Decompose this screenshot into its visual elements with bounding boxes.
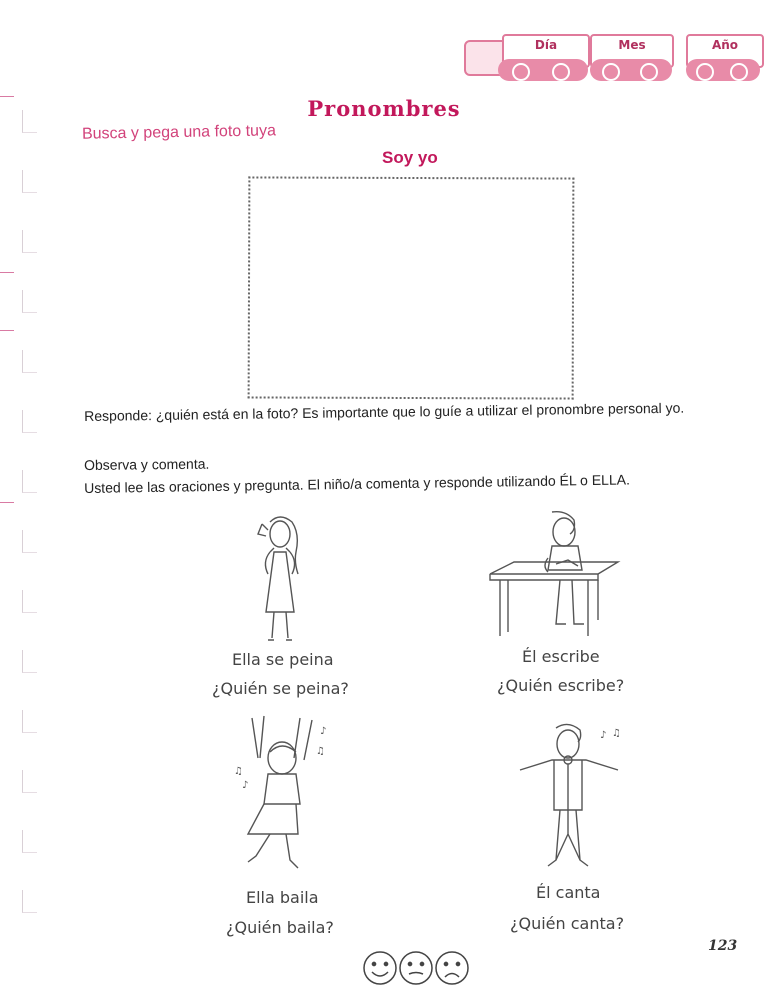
train-wheels (590, 59, 672, 81)
svg-text:♪: ♪ (320, 726, 327, 737)
girl-dancing-icon (228, 714, 344, 882)
svg-text:♪: ♪ (600, 730, 607, 741)
page-title: Pronombres (307, 96, 461, 121)
self-assessment-faces (362, 946, 472, 990)
svg-text:♪: ♪ (242, 780, 249, 791)
figure-statement-boy-singing: Él canta (536, 883, 601, 902)
figure-question-girl-combing: ¿Quién se peina? (212, 679, 349, 698)
figure-question-girl-dancing: ¿Quién baila? (226, 918, 334, 937)
margin-decoration (0, 90, 40, 990)
page-number: 123 (708, 938, 738, 954)
neutral-face-icon[interactable] (400, 952, 432, 984)
train-wheels (686, 59, 760, 81)
girl-combing-hair-icon (240, 512, 320, 652)
svg-text:♫: ♫ (316, 746, 325, 757)
instruction-paragraph-3: Usted lee las oraciones y pregunta. El niño/a comenta y responde utilizando ÉL o ELLA. (84, 471, 631, 496)
photo-paste-area[interactable] (248, 176, 575, 399)
figure-statement-girl-combing: Ella se peina (232, 650, 334, 669)
figure-statement-boy-writing: Él escribe (522, 647, 600, 666)
photo-instruction: Busca y pega una foto tuya (81, 122, 277, 143)
boy-singing-icon (516, 720, 634, 878)
figure-statement-girl-dancing: Ella baila (246, 888, 319, 907)
photo-caption: Soy yo (382, 148, 438, 167)
boy-writing-at-desk-icon (486, 508, 622, 644)
happy-face-icon[interactable] (364, 952, 396, 984)
date-day-label: Día (534, 38, 558, 52)
instruction-paragraph-1: Responde: ¿quién está en la foto? Es importante que lo guíe a utilizar el pronombre personal yo. (84, 399, 685, 424)
figure-question-boy-writing: ¿Quién escribe? (497, 676, 625, 695)
svg-text:♫: ♫ (234, 766, 243, 777)
train-wheels (498, 59, 588, 81)
date-month-label: Mes (618, 38, 646, 52)
instruction-paragraph-2: Observa y comenta. (84, 455, 210, 473)
sad-face-icon[interactable] (436, 952, 468, 984)
date-train (464, 26, 764, 86)
date-year-label: Año (711, 38, 739, 52)
figure-question-boy-singing: ¿Quién canta? (510, 914, 625, 933)
svg-text:♫: ♫ (612, 728, 621, 739)
